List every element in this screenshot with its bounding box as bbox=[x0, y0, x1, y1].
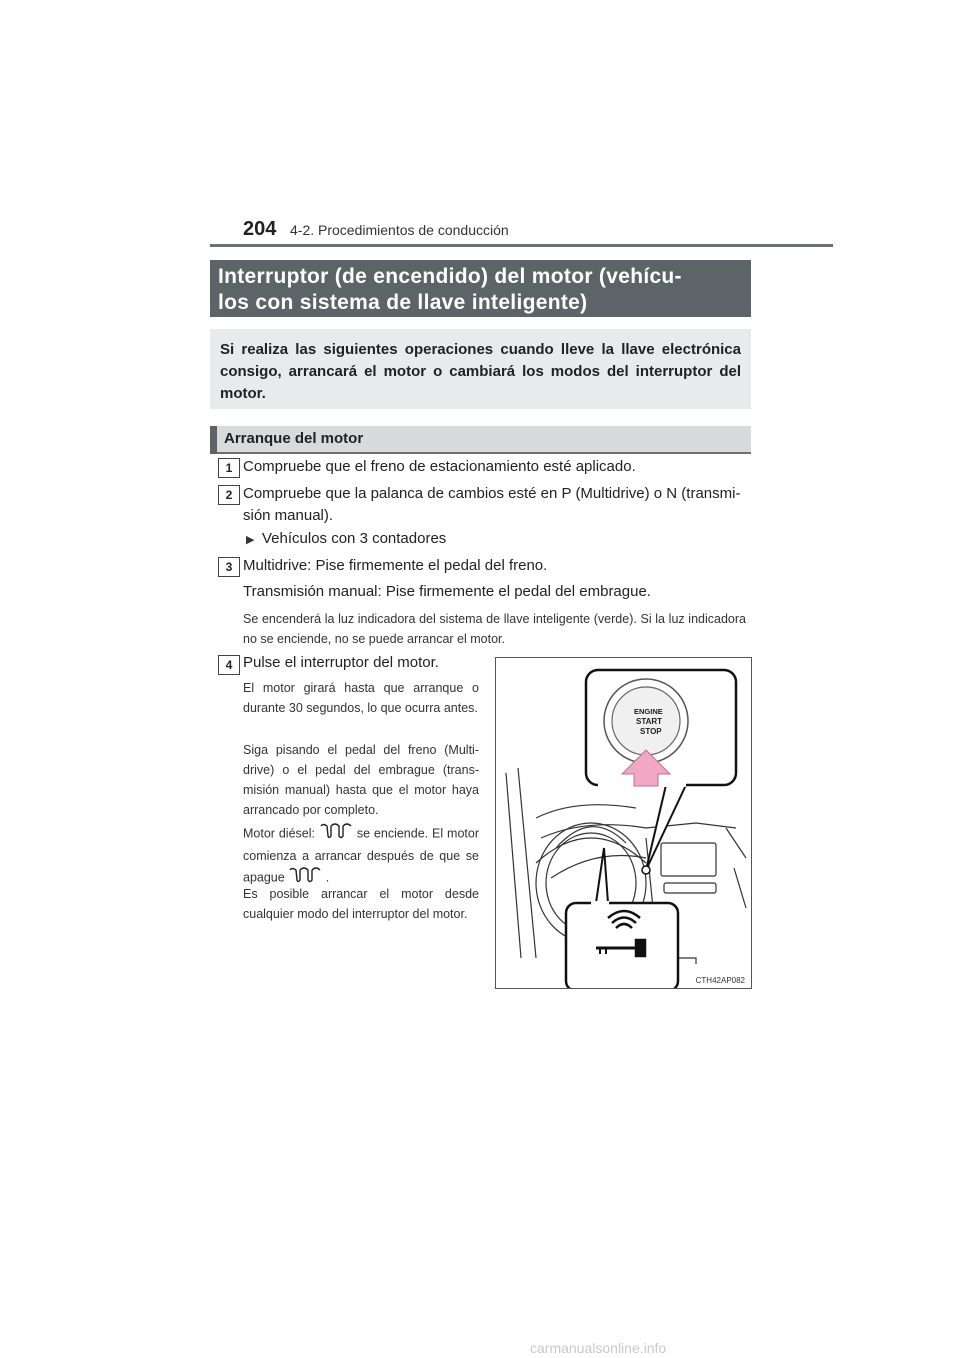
section-banner bbox=[210, 260, 751, 317]
step-2-text-line-1: Compruebe que la palanca de cambios esté en P (Multidrive) o N (transmi- bbox=[243, 485, 741, 502]
step-4-note-2: Siga pisando el pedal del freno (Multi-drive) o el pedal del embrague (trans-misión manual) hasta que el motor haya arrancado por completo. bbox=[243, 743, 479, 817]
step-4-diesel-note bbox=[243, 822, 479, 890]
step-number-2: 2 bbox=[218, 485, 240, 505]
step-3-text-line-1: Multidrive: Pise firmemente el pedal del freno. bbox=[243, 557, 548, 574]
section-title-line-1: Interruptor (de encendido) del motor (vehícu- bbox=[218, 265, 682, 288]
step-2-text-line-2: sión manual). bbox=[243, 507, 334, 524]
step-4-note-1: El motor girará hasta que arranque o durante 30 segundos, lo que ocurra antes. bbox=[243, 681, 479, 715]
diesel-end: . bbox=[325, 870, 330, 885]
step-number-4: 4 bbox=[218, 655, 240, 675]
page-number: 204 bbox=[243, 218, 277, 240]
subsection-title: Arranque del motor bbox=[224, 430, 364, 447]
button-label-3: STOP bbox=[640, 727, 662, 736]
subsection-banner bbox=[210, 426, 751, 454]
button-label-1: ENGINE bbox=[634, 707, 663, 716]
subsection-bar bbox=[210, 426, 217, 454]
dashboard-figure bbox=[495, 657, 752, 989]
condition-text: Vehículos con 3 contadores bbox=[262, 530, 447, 547]
condition-arrow-icon: ▶ bbox=[246, 534, 255, 546]
glow-plug-icon bbox=[319, 822, 353, 846]
step-3-note: Se encenderá la luz indicadora del sistema de llave inteligente (verde). Si la luz indicadora no se enciende, no se puede arrancar el motor. bbox=[243, 612, 746, 646]
watermark: carmanualsonline.info bbox=[530, 1340, 667, 1356]
step-3-text-line-2: Transmisión manual: Pise firmemente el pedal del embrague. bbox=[243, 583, 651, 600]
dashboard-illustration bbox=[496, 658, 751, 988]
step-4-note-3: Es posible arrancar el motor desde cualquier modo del interruptor del motor. bbox=[243, 887, 479, 921]
diesel-text: se enciende. El motor comienza a arrancar después de que se apague bbox=[243, 826, 479, 885]
button-label-2: START bbox=[636, 717, 663, 726]
chapter-title: 4-2. Procedimientos de conducción bbox=[290, 222, 509, 238]
step-number-3: 3 bbox=[218, 557, 240, 577]
diesel-label: Motor diésel: bbox=[243, 826, 315, 841]
section-title-line-2: los con sistema de llave inteligente) bbox=[218, 291, 588, 314]
step-1-text: Compruebe que el freno de estacionamiento esté aplicado. bbox=[243, 458, 636, 475]
step-number-1: 1 bbox=[218, 458, 240, 478]
figure-code: CTH42AP082 bbox=[695, 976, 745, 985]
section-title bbox=[218, 264, 743, 316]
indicator-callout bbox=[566, 903, 678, 988]
intro-text: Si realiza las siguientes operaciones cuando lleve la llave electrónica consigo, arrancará el motor o cambiará los modos del interruptor del motor. bbox=[220, 341, 741, 402]
header-rule bbox=[210, 244, 833, 247]
step-4-text: Pulse el interruptor del motor. bbox=[243, 654, 439, 671]
intro-box bbox=[210, 329, 751, 409]
